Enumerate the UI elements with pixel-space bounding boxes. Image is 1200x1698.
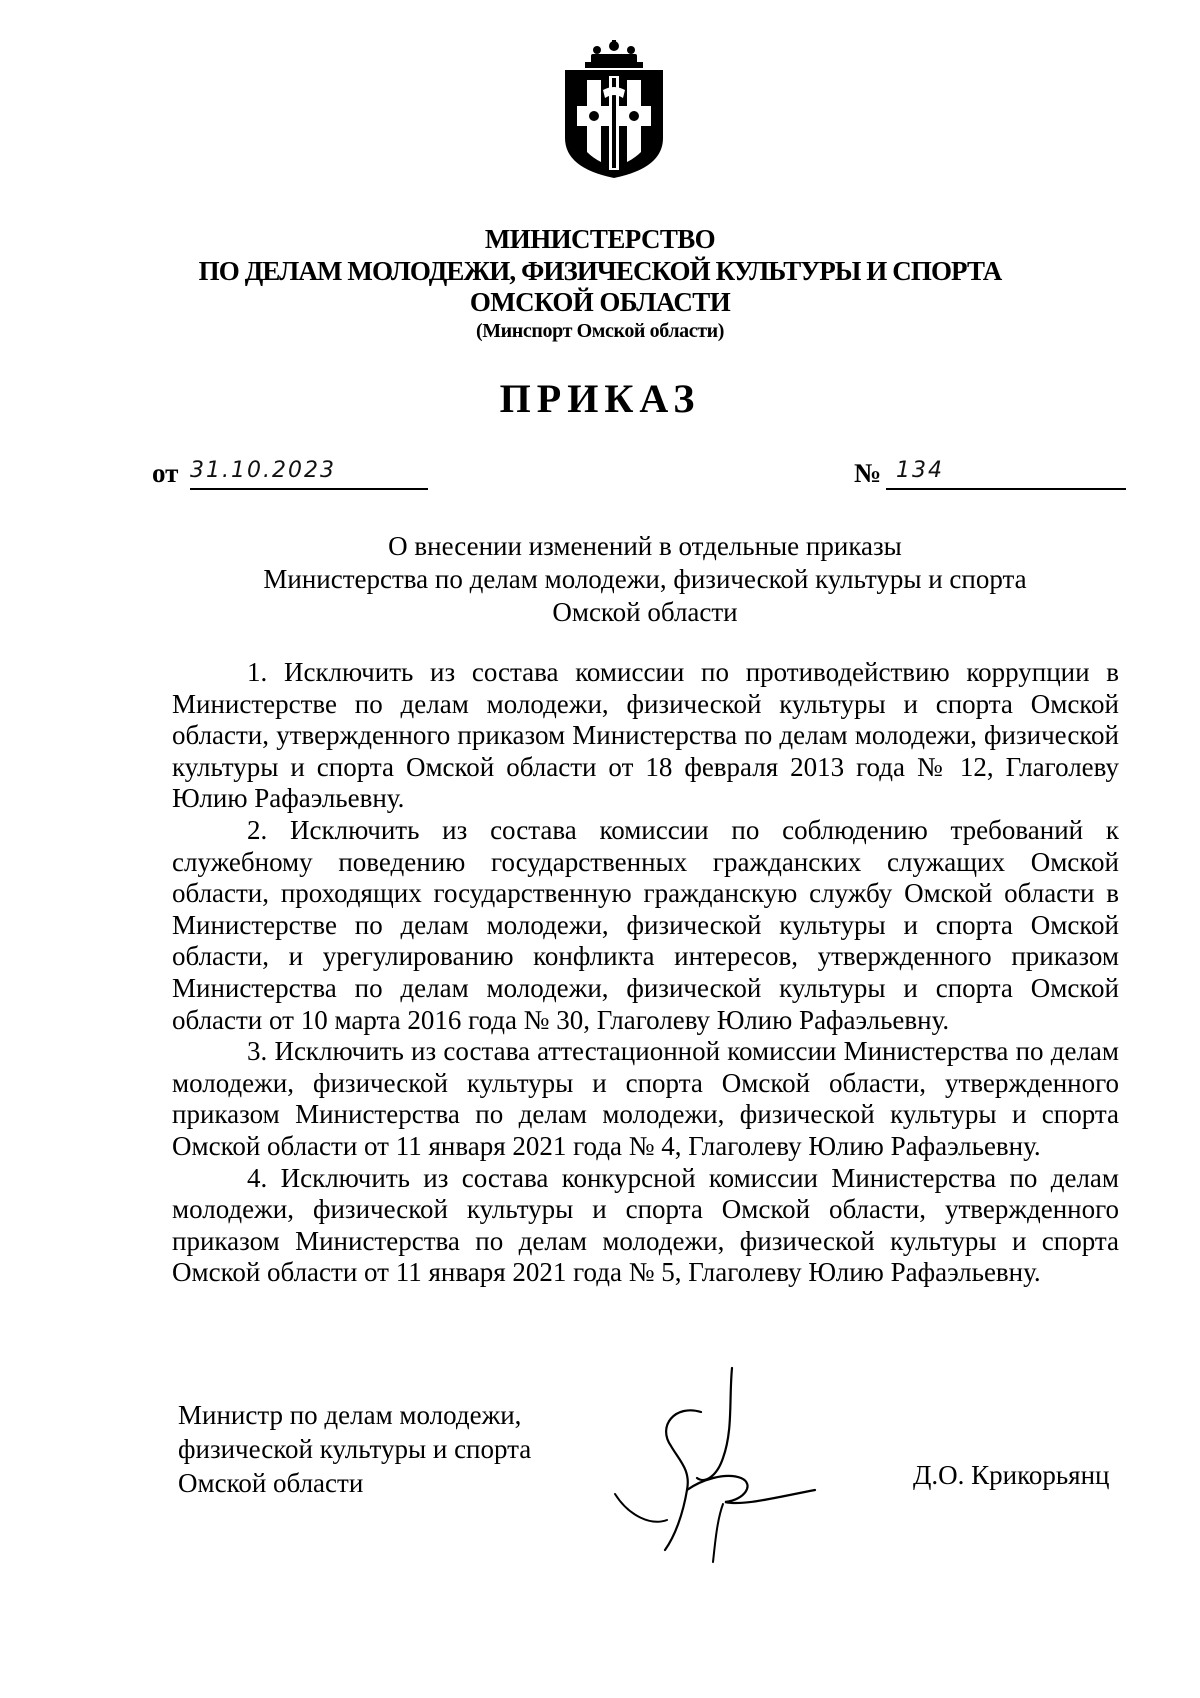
number-field — [886, 458, 1126, 490]
subject-line: Министерства по делам молодежи, физической культуры и спорта — [263, 564, 1027, 594]
number-label: № — [854, 458, 882, 488]
signatory-name: Д.О. Крикорьянц — [913, 1460, 1110, 1490]
omsk-coat-of-arms-icon — [557, 40, 671, 180]
ministry-short-name: (Минспорт Омской области) — [475, 320, 725, 342]
signatory-title-line: Министр по делам молодежи, — [178, 1400, 522, 1430]
ministry-title: МИНИСТЕРСТВО — [484, 224, 716, 254]
signatory-title-line: физической культуры и спорта — [178, 1434, 532, 1464]
subject-line: О внесении изменений в отдельные приказы — [388, 531, 902, 561]
date-value: 31.10.2023 — [190, 458, 336, 483]
body-paragraph-3: 3. Исключить из состава аттестационной комиссии Министерства по делам молодежи, физической культуры и спорта Омской области, утвержденного приказом Министерства по делам молодежи, физической культуры и спорта Омской области от 11 января 2021 года № 4, Глаголеву Юлию Рафаэльевну. — [172, 1036, 1119, 1161]
signatory-title-line: Омской области — [178, 1468, 364, 1498]
handwritten-signature — [605, 1360, 825, 1570]
ministry-full-name: ПО ДЕЛАМ МОЛОДЕЖИ, ФИЗИЧЕСКОЙ КУЛЬТУРЫ И СПОРТА — [198, 256, 1002, 286]
document-body — [172, 657, 1119, 1289]
signatory-title — [178, 1398, 531, 1500]
body-paragraph-2: 2. Исключить из состава комиссии по соблюдению требований к служебному поведению государственных гражданских служащих Омской области, проходящих государственную гражданскую службу Омской области в Министерстве по делам молодежи, физической культуры и спорта Омской области, и урегулированию конфликта интересов, утвержденного приказом Министерства по делам молодежи, физической культуры и спорта Омской области от 10 марта 2016 года № 30, Глаголеву Юлию Рафаэльевну. — [172, 814, 1119, 1035]
ministry-region: ОМСКОЙ ОБЛАСТИ — [469, 287, 731, 317]
body-paragraph-1: 1. Исключить из состава комиссии по противодействию коррупции в Министерстве по делам молодежи, физической культуры и спорта Омской области, утвержденного приказом Министерства по делам молодежи, физической культуры и спорта Омской области от 18 февраля 2013 года № 12, Глаголеву Юлию Рафаэльевну. — [172, 657, 1119, 814]
body-paragraph-4: 4. Исключить из состава конкурсной комиссии Министерства по делам молодежи, физической культуры и спорта Омской области, утвержденного приказом Министерства по делам молодежи, физической культуры и спорта Омской области от 11 января 2021 года № 5, Глаголеву Юлию Рафаэльевну. — [172, 1162, 1119, 1288]
date-field — [190, 458, 428, 490]
date-label: от — [152, 458, 179, 488]
subject-line: Омской области — [552, 597, 738, 627]
document-type-title: ПРИКАЗ — [499, 376, 701, 421]
number-value: 134 — [896, 458, 944, 483]
document-subject — [0, 530, 1200, 629]
